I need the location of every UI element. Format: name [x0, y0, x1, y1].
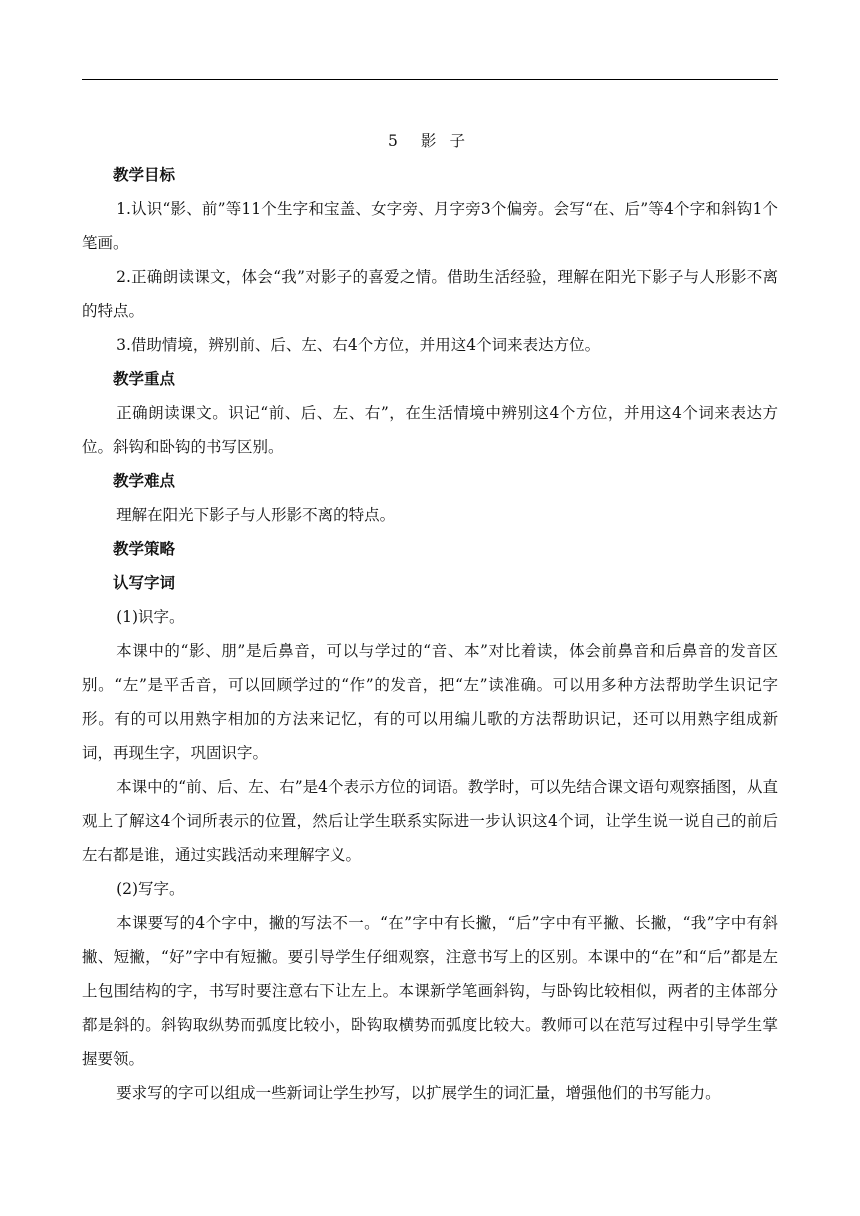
paragraph: (1)识字。 — [116, 608, 185, 626]
paragraph: (2)写字。 — [116, 880, 185, 898]
paragraph: 2.正确朗读课文，体会“我”对影子的喜爱之情。借助生活经验，理解在阳光下影子与人形影不离的特点。 — [82, 268, 778, 320]
paragraph: 1.认识“影、前”等11个生字和宝盖、女字旁、月字旁3个偏旁。会写“在、后”等4个字和斜钩1个笔画。 — [82, 200, 778, 252]
document-body — [82, 124, 778, 1110]
lesson-title-char: 子 — [449, 132, 466, 150]
paragraph: 正确朗读课文。识记“前、后、左、右”，在生活情境中辨别这4个方位，并用这4个词来表达方位。斜钩和卧钩的书写区别。 — [82, 404, 778, 456]
paragraph: 理解在阳光下影子与人形影不离的特点。 — [116, 506, 396, 524]
lesson-number: 5 — [388, 132, 399, 150]
header-rule — [82, 79, 778, 80]
paragraph: 3.借助情境，辨别前、后、左、右4个方位，并用这4个词来表达方位。 — [116, 336, 601, 354]
paragraph: 本课要写的4个字中，撇的写法不一。“在”字中有长撇，“后”字中有平撇、长撇，“我”字中有斜撇、短撇，“好”字中有短撇。要引导学生仔细观察，注意书写上的区别。本课中的“在”和“后”都是左上包围结构的字，书写时要注意右下让左上。本课新学笔画斜钩，与卧钩比较相似，两者的主体部分都是斜的。斜钩取纵势而弧度比较小，卧钩取横势而弧度比较大。教师可以在范写过程中引导学生掌握要领。 — [82, 914, 778, 1068]
section-heading: 教学目标 — [113, 166, 176, 184]
section-heading: 教学难点 — [113, 472, 176, 490]
paragraph: 本课中的“前、后、左、右”是4个表示方位的词语。教学时，可以先结合课文语句观察插图，从直观上了解这4个词所表示的位置，然后让学生联系实际进一步认识这4个词，让学生说一说自己的前后左右都是谁，通过实践活动来理解字义。 — [82, 778, 778, 864]
lesson-title — [82, 124, 778, 158]
paragraph: 本课中的“影、朋”是后鼻音，可以与学过的“音、本”对比着读，体会前鼻音和后鼻音的发音区别。“左”是平舌音，可以回顾学过的“作”的发音，把“左”读准确。可以用多种方法帮助学生识记字形。有的可以用熟字相加的方法来记忆，有的可以用编儿歌的方法帮助识记，还可以用熟字组成新词，再现生字，巩固识字。 — [82, 642, 778, 762]
section-heading: 教学策略 — [113, 540, 176, 558]
section-heading: 认写字词 — [113, 574, 176, 592]
paragraph: 要求写的字可以组成一些新词让学生抄写，以扩展学生的词汇量，增强他们的书写能力。 — [116, 1084, 721, 1102]
lesson-title-char: 影 — [420, 132, 438, 150]
section-heading: 教学重点 — [113, 370, 176, 388]
